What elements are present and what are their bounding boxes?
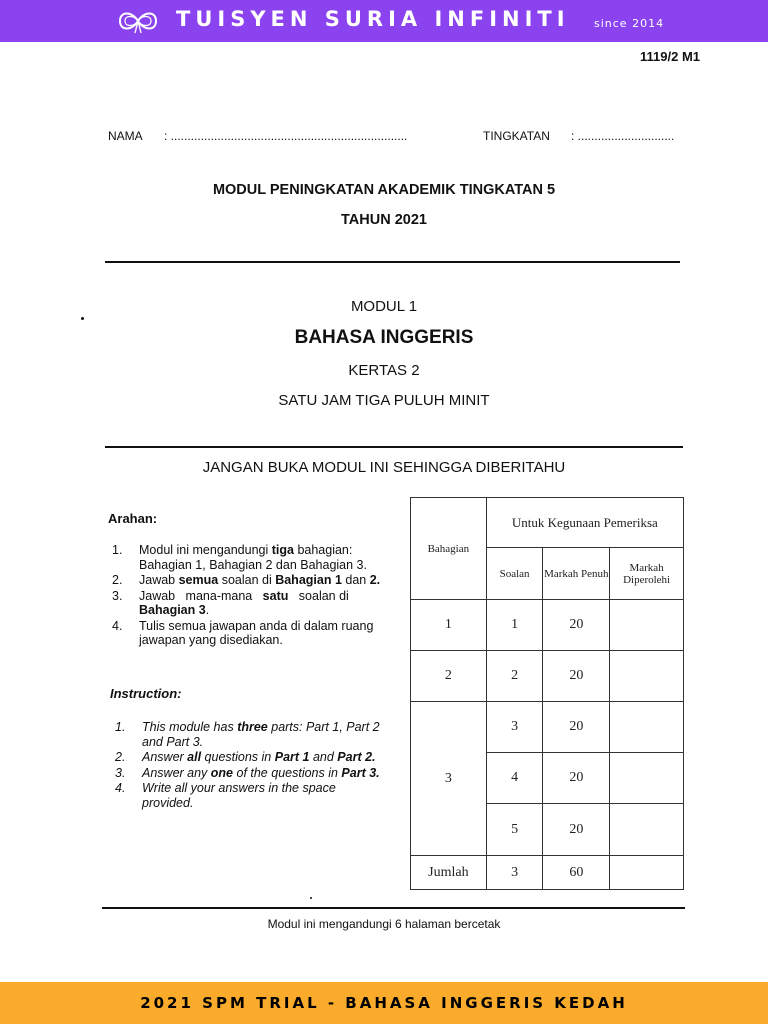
arahan-title: Arahan: [108, 511, 158, 526]
table-row [411, 702, 684, 753]
brand-name: TUISYEN SURIA INFINITI [176, 7, 570, 31]
header-group: Untuk Kegunaan Pemeriksa [486, 498, 683, 548]
instruction-list [115, 720, 385, 811]
table-row [411, 651, 684, 702]
tingkatan-label: TINGKATAN [483, 129, 550, 143]
module-number: MODUL 1 [350, 298, 418, 315]
list-item: 1. Modul ini mengandungi tiga bahagian: Bahagian 1, Bahagian 2 dan Bahagian 3. [112, 543, 367, 572]
cell-total-label: Jumlah [411, 856, 487, 890]
module-duration: SATU JAM TIGA PULUH MINIT [278, 392, 490, 409]
cell-markah: 20 [543, 753, 610, 804]
nama-label: NAMA [108, 129, 143, 143]
list-item: 4. Write all your answers in the space provided. [115, 781, 336, 810]
cell-score-blank[interactable] [610, 651, 684, 702]
cell-total-soalan: 3 [486, 856, 543, 890]
cell-soalan: 5 [486, 804, 543, 856]
list-item: 3. Answer any one of the questions in Part 3. [115, 765, 380, 780]
cell-total-markah: 60 [543, 856, 610, 890]
examiner-table [410, 497, 684, 890]
divider [105, 446, 683, 448]
cell-markah: 20 [543, 702, 610, 753]
cell-score-blank[interactable] [610, 753, 684, 804]
cell-soalan: 2 [486, 651, 543, 702]
header-bahagian: Bahagian [411, 498, 487, 600]
table-row [411, 600, 684, 651]
instruction-title: Instruction: [110, 686, 182, 701]
module-paper: KERTAS 2 [348, 362, 420, 379]
module-subject: BAHASA INGGERIS [294, 327, 474, 348]
stray-dot [310, 897, 312, 899]
paper-code: 1119/2 M1 [640, 49, 700, 64]
header-year: TAHUN 2021 [341, 212, 427, 228]
footer-note: Modul ini mengandungi 6 halaman bercetak [267, 917, 501, 931]
table-total-row [411, 856, 684, 890]
cell-markah: 20 [543, 804, 610, 856]
cell-total-score-blank[interactable] [610, 856, 684, 890]
infinity-ribbon-icon [116, 6, 160, 36]
since-label: since 2014 [594, 17, 665, 30]
tingkatan-blank: : ............................. [571, 129, 675, 143]
cell-markah: 20 [543, 600, 610, 651]
top-banner [0, 0, 768, 42]
list-item: 2. Jawab semua soalan di Bahagian 1 dan 2. [112, 573, 381, 587]
list-item: 2. Answer all questions in Part 1 and Part 2. [115, 750, 376, 764]
cell-bahagian: 3 [411, 702, 487, 856]
nama-field [108, 129, 407, 143]
cell-score-blank[interactable] [610, 600, 684, 651]
cell-soalan: 3 [486, 702, 543, 753]
header-markah-penuh: Markah Penuh [543, 548, 610, 600]
divider [105, 261, 680, 263]
header-markah-diperolehi: Markah Diperolehi [610, 548, 684, 600]
bottom-banner-text: 2021 SPM TRIAL - BAHASA INGGERIS KEDAH [140, 994, 628, 1012]
list-item: 4. Tulis semua jawapan anda di dalam ruang jawapan yang disediakan. [112, 618, 374, 647]
cell-score-blank[interactable] [610, 702, 684, 753]
header-title: MODUL PENINGKATAN AKADEMIK TINGKATAN 5 [212, 182, 556, 198]
nama-blank: : ....................................................................... [164, 129, 408, 143]
header-soalan: Soalan [486, 548, 543, 600]
cell-markah: 20 [543, 651, 610, 702]
cell-bahagian: 1 [411, 600, 487, 651]
cell-soalan: 1 [486, 600, 543, 651]
list-item: 1. This module has three parts: Part 1, Part 2 and Part 3. [115, 720, 380, 749]
stray-dot [81, 317, 84, 320]
cell-bahagian: 2 [411, 651, 487, 702]
divider [102, 907, 685, 909]
list-item: 3. Jawab mana-mana satu soalan di Bahagian 3. [112, 588, 349, 617]
warning-text: JANGAN BUKA MODUL INI SEHINGGA DIBERITAHU [202, 459, 566, 476]
arahan-list [112, 543, 384, 649]
cell-score-blank[interactable] [610, 804, 684, 856]
cell-soalan: 4 [486, 753, 543, 804]
tingkatan-field [483, 129, 674, 143]
